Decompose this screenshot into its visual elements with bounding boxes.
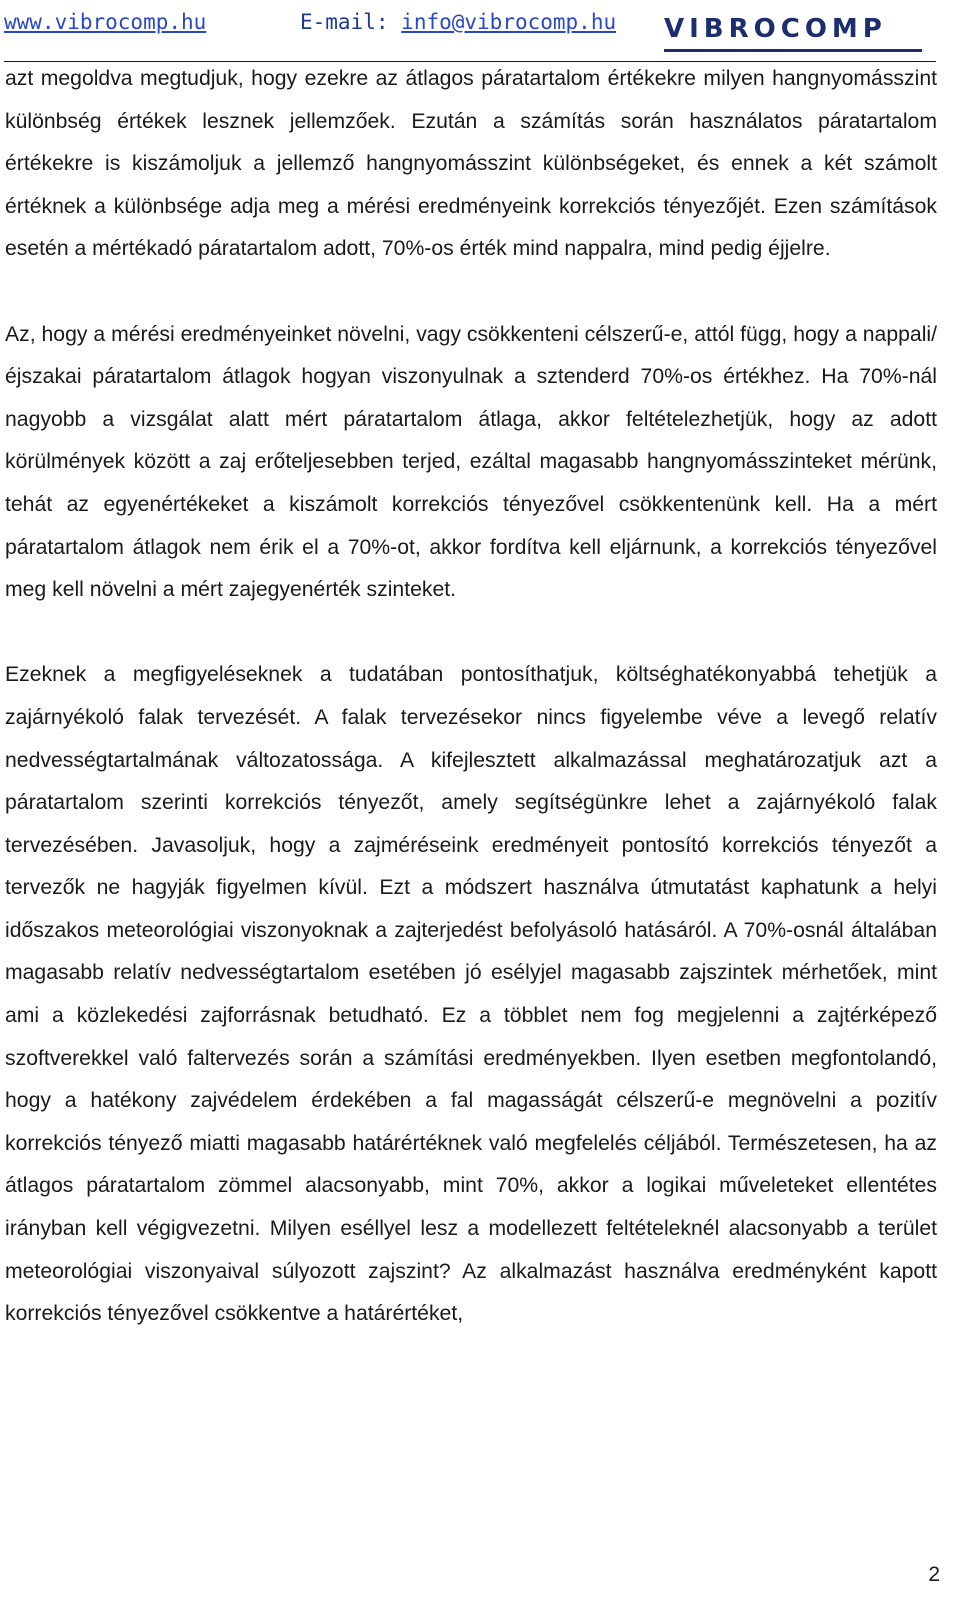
paragraph-3: Ezeknek a megfigyeléseknek a tudatában pontosíthatjuk, költséghatékonyabbá tehetjük a zajárnyékoló falak tervezését. A falak tervezésekor nincs figyelembe véve a levegő relatív nedvességtartalmának változatossága. A kifejlesztett alkalmazással meghatározatjuk azt a páratartalom szerinti korrekciós tényezőt, amely segítségünkre lehet a zajárnyékoló falak tervezésében. Javasoljuk, hogy a zajméréseink eredményeit pontosító korrekciós tényezőt a tervezők ne hagyják figyelmen kívül. Ezt a módszert használva útmutatást kaphatunk a helyi időszakos meteorológiai viszonyoknak a zajterjedést befolyásoló hatásáról. A 70%-osnál általában magasabb relatív nedvességtartalom esetében jó esélyjel magasabb zajszintek mérhetőek, mint ami a közlekedési zajforrásnak betudható. Ez a többlet nem fog megjelenni a zajtérképező szoftverekkel való faltervezés során a számítási eredményekben. Ilyen esetben megfontolandó, hogy a hatékony zajvédelem érdekében a fal magasságát célszerű-e megnövelni a pozitív korrekciós tényező miatti magasabb határértéknek való megfelelés céljából. Természetesen, ha az átlagos páratartalom zömmel alacsonyabb, mint 70%, akkor a logikai műveleteket ellentétes irányban kell végigvezetni. Milyen eséllyel lesz a modellezett feltételeknél alacsonyabb a terület meteorológiai viszonyaival súlyozott zajszint? Az alkalmazást használva eredményként kapott korrekciós tényezővel csökkentve a határértéket, bbox=[5, 663, 937, 1326]
website-link[interactable]: www.vibrocomp.hu bbox=[4, 10, 207, 34]
page-number: 2 bbox=[928, 1563, 940, 1586]
email-link[interactable]: info@vibrocomp.hu bbox=[401, 10, 617, 34]
paragraph-1: azt megoldva megtudjuk, hogy ezekre az átlagos páratartalom értékekre milyen hangnyomásszint különbség értékek lesznek jellemzőek. Ezután a számítás során használatos páratartalom értékekre is kiszámoljuk a jellemző hangnyomásszint különbségeket, és ennek a két számolt értéknek a különbsége adja meg a mérési eredményeink korrekciós tényezőjét. Ezen számítások esetén a mértékadó páratartalom adott, 70%-os érték mind nappalra, mind pedig éjjelre. bbox=[5, 67, 937, 261]
logo-text: VIBROCOMP bbox=[664, 14, 887, 44]
paragraph-2: Az, hogy a mérési eredményeinket növelni, vagy csökkenteni célszerű-e, attól függ, hogy a nappali/éjszakai páratartalom átlagok hogyan viszonyulnak a sztenderd 70%-os értékhez. Ha 70%-nál nagyobb a vizsgálat alatt mért páratartalom átlaga, akkor feltételezhetjük, hogy az adott körülmények között a zaj erőteljesebben terjed, ezáltal magasabb hangnyomásszinteket mérünk, tehát az egyenértékeket a kiszámolt korrekciós tényezővel csökkentenünk kell. Ha a mért páratartalom átlagok nem érik el a 70%-ot, akkor fordítva kell eljárnunk, a korrekciós tényezővel meg kell növelni a mért zajegyenérték szinteket. bbox=[5, 322, 937, 602]
body-text bbox=[5, 58, 937, 1336]
logo-underline bbox=[664, 49, 922, 52]
email-label: E-mail: bbox=[300, 10, 389, 34]
email-line bbox=[300, 10, 616, 34]
vibrocomp-logo bbox=[664, 14, 934, 54]
page-header bbox=[0, 0, 960, 62]
